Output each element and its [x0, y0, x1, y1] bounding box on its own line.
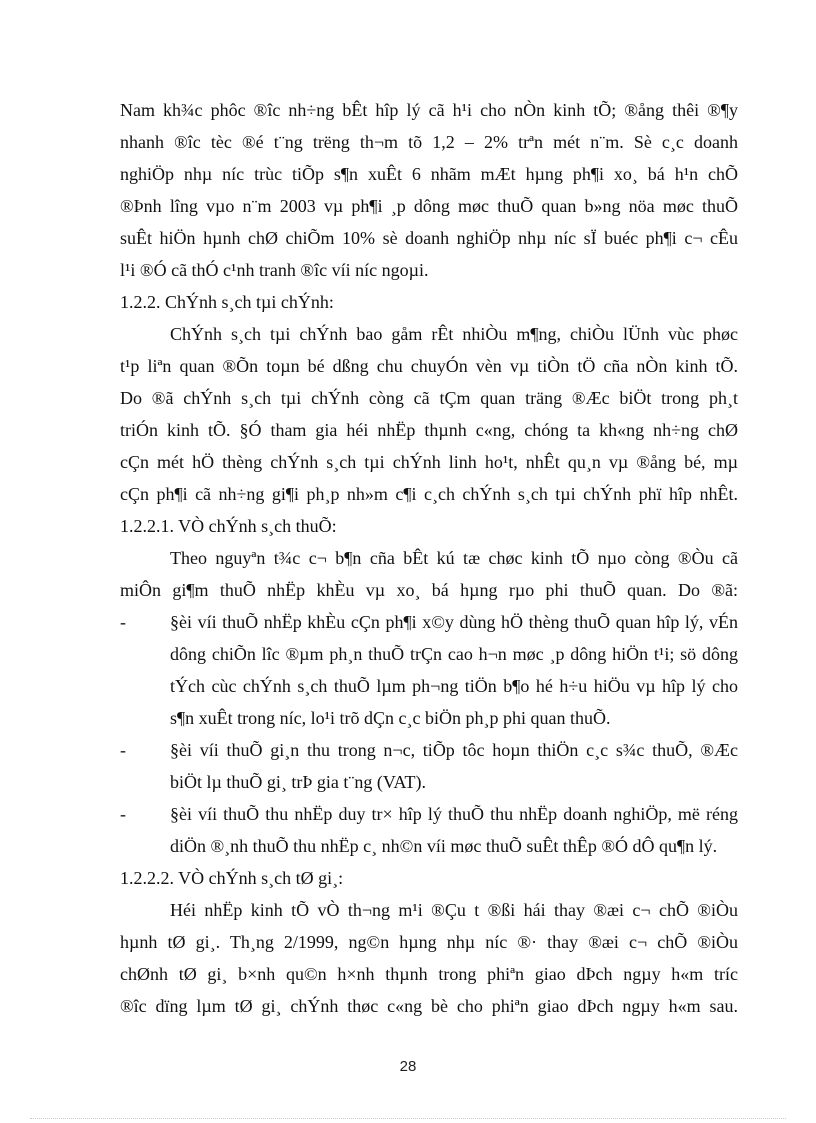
bullet-text-line: §èi víi thuÕ nhËp khÈu cÇn ph¶i x©y dùng hÖ thèng thuÕ quan hîp lý, vÉn [170, 612, 738, 632]
text-line: t¹p liªn quan ®Õn toµn bé dßng chu chuyÓn vèn vµ tiÒn tÖ cña nÒn kinh tÕ. [120, 356, 738, 376]
section-heading: 1.2.2. ChÝnh s¸ch tµi chÝnh: [120, 292, 334, 312]
text-line: hµnh tØ gi¸. Th¸ng 2/1999, ng©n hµng nhµ níc ®· thay ®æi c¬ chÕ ®iÒu [120, 932, 738, 952]
text-line: ®Þnh lîng vµo n¨m 2003 vµ ph¶i ¸p dông møc thuÕ quan b»ng nöa møc thuÕ [120, 196, 738, 216]
subsection-heading: 1.2.2.2. VÒ chÝnh s¸ch tØ gi¸: [120, 868, 344, 888]
subsection-heading: 1.2.2.1. VÒ chÝnh s¸ch thuÕ: [120, 516, 337, 536]
bullet-text-line: diÖn ®¸nh thuÕ thu nhËp c¸ nh©n víi møc thuÕ suÊt thÊp ®Ó dÔ qu¶n lý. [170, 836, 718, 856]
text-line: suÊt hiÖn hµnh chØ chiÕm 10% sè doanh nghiÖp nhµ níc sÏ buéc ph¶i c¬ cÊu [120, 228, 738, 248]
text-line: Héi nhËp kinh tÕ vÒ th¬ng m¹i ®Çu t ®ßi hái thay ®æi c¬ chÕ ®iÒu [170, 900, 738, 920]
text-line: ChÝnh s¸ch tµi chÝnh bao gåm rÊt nhiÒu m¶ng, chiÒu lÜnh vùc phøc [170, 324, 738, 344]
bullet-text-line: §èi víi thuÕ gi¸n thu trong n¬c, tiÕp tôc hoµn thiÖn c¸c s¾c thuÕ, ®Æc [170, 740, 738, 760]
text-line: Theo nguyªn t¾c c¬ b¶n cña bÊt kú tæ chøc kinh tÕ nµo còng ®Òu cã [170, 548, 738, 568]
bullet-marker: - [120, 740, 126, 760]
text-line: nghiÖp nhµ níc trùc tiÕp s¶n xuÊt 6 nhãm mÆt hµng ph¶i xo¸ bá h¹n chÕ [120, 164, 738, 184]
bullet-text-line: §èi víi thuÕ thu nhËp duy tr× hîp lý thuÕ thu nhËp doanh nghiÖp, më réng [170, 804, 738, 824]
text-line: chØnh tØ gi¸ b×nh qu©n h×nh thµnh trong phiªn giao dÞch ngµy h«m tríc [120, 964, 738, 984]
bullet-text-line: biÖt lµ thuÕ gi¸ trÞ gia t¨ng (VAT). [170, 772, 427, 792]
text-line: l¹i ®Ó cã thÓ c¹nh tranh ®îc víi níc ngoµi. [120, 260, 429, 280]
bullet-text-line: tÝch cùc chÝnh s¸ch thuÕ lµm ph¬ng tiÖn b¶o hé h÷u hiÖu vµ hîp lý cho [170, 676, 738, 696]
bullet-marker: - [120, 804, 126, 824]
text-line: Nam kh¾c phôc ®îc nh÷ng bÊt hîp lý cã h¹i cho nÒn kinh tÕ; ®ång thêi ®¶y [120, 100, 738, 120]
text-line: miÔn gi¶m thuÕ nhËp khÈu vµ xo¸ bá hµng rµo phi thuÕ quan. Do ®ã: [120, 580, 738, 600]
text-line: nhanh ®îc tèc ®é t¨ng trëng th¬m tõ 1,2 – 2% trªn mét n¨m. Sè c¸c doanh [120, 132, 738, 152]
bullet-marker: - [120, 612, 126, 632]
footer-divider [30, 1118, 786, 1119]
text-line: triÓn kinh tÕ. §Ó tham gia héi nhËp thµnh c«ng, chóng ta kh«ng nh÷ng chØ [120, 420, 738, 440]
text-line: Do ®ã chÝnh s¸ch tµi chÝnh còng cã tÇm quan träng ®Æc biÖt trong ph¸t [120, 388, 738, 408]
bullet-text-line: s¶n xuÊt trong níc, lo¹i trõ dÇn c¸c biÖn ph¸p phi quan thuÕ. [170, 708, 611, 728]
text-line: cÇn mét hÖ thèng chÝnh s¸ch tµi chÝnh linh ho¹t, nhÊt qu¸n vµ ®ång bé, mµ [120, 452, 738, 472]
text-line: cÇn ph¶i cã nh÷ng gi¶i ph¸p nh»m c¶i c¸ch chÝnh s¸ch tµi chÝnh phï hîp nhÊt. [120, 484, 738, 504]
bullet-text-line: dông chiÕn lîc ®µm ph¸n thuÕ trÇn cao h¬n møc ¸p dông hiÖn t¹i; sö dông [170, 644, 738, 664]
text-line: ®îc dïng lµm tØ gi¸ chÝnh thøc c«ng bè cho phiªn giao dÞch ngµy h«m sau. [120, 996, 738, 1016]
page-number: 28 [399, 1058, 417, 1075]
